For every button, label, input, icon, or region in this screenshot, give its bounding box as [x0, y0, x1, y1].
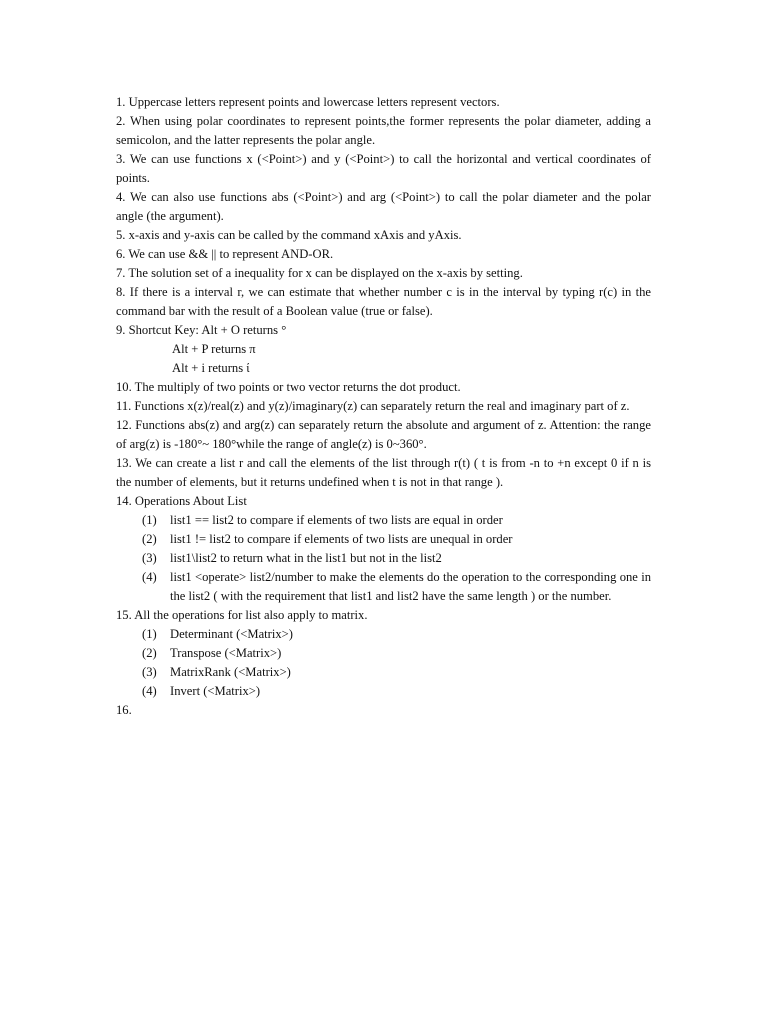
list-item-number: (1) [142, 627, 157, 641]
note-3: 3. We can use functions x (<Point>) and y (<Point>) to call the horizontal and vertical coordinates of points. [116, 152, 651, 185]
list-item [116, 682, 651, 701]
list-item [116, 511, 651, 530]
note-9-shortcut-heading: 9. Shortcut Key: Alt + O returns ° [116, 323, 287, 337]
list-item-text: list1 == list2 to compare if elements of two lists are equal in order [170, 513, 503, 527]
note-14-heading: 14. Operations About List [116, 494, 247, 508]
note-12: 12. Functions abs(z) and arg(z) can separately return the absolute and argument of z. Attention: the range of arg(z) is -180°~ 180°while the range of angle(z) is 0~360°. [116, 418, 651, 451]
list-item-text: list1\list2 to return what in the list1 but not in the list2 [170, 551, 442, 565]
shortcut-alt-i: Alt + i returns ί [172, 361, 250, 375]
list-item [116, 568, 651, 606]
note-13: 13. We can create a list r and call the elements of the list through r(t) ( t is from -n to +n except 0 if n is the number of elements, but it returns undefined when t is not in that range ). [116, 456, 651, 489]
list-item-number: (4) [142, 684, 157, 698]
shortcut-alt-p: Alt + P returns π [172, 342, 256, 356]
list-item-number: (2) [142, 646, 157, 660]
note-5: 5. x-axis and y-axis can be called by the command xAxis and yAxis. [116, 228, 462, 242]
list-item-number: (1) [142, 513, 157, 527]
list-item-text: Determinant (<Matrix>) [170, 627, 293, 641]
note-2: 2. When using polar coordinates to represent points,the former represents the polar diameter, adding a semicolon, and the latter represents the polar angle. [116, 114, 651, 147]
list-item-text: Transpose (<Matrix>) [170, 646, 282, 660]
list-item-number: (2) [142, 532, 157, 546]
list-operations [116, 511, 651, 606]
list-item-text: MatrixRank (<Matrix>) [170, 665, 291, 679]
note-15-heading: 15. All the operations for list also apply to matrix. [116, 608, 368, 622]
list-item [116, 663, 651, 682]
note-6: 6. We can use && || to represent AND-OR. [116, 247, 334, 261]
note-10: 10. The multiply of two points or two vector returns the dot product. [116, 380, 461, 394]
note-16: 16. [116, 703, 132, 717]
note-1: 1. Uppercase letters represent points and lowercase letters represent vectors. [116, 95, 500, 109]
list-item-number: (3) [142, 551, 157, 565]
list-item [116, 549, 651, 568]
list-item [116, 625, 651, 644]
note-4: 4. We can also use functions abs (<Point>) and arg (<Point>) to call the polar diameter and the polar angle (the argument). [116, 190, 651, 223]
note-8: 8. If there is a interval r, we can estimate that whether number c is in the interval by typing r(c) in the command bar with the result of a Boolean value (true or false). [116, 285, 651, 318]
list-item-text: list1 != list2 to compare if elements of two lists are unequal in order [170, 532, 513, 546]
list-item-text: Invert (<Matrix>) [170, 684, 261, 698]
list-item [116, 644, 651, 663]
list-item [116, 530, 651, 549]
list-item-text: list1 <operate> list2/number to make the elements do the operation to the corresponding one in the list2 ( with the requirement that list1 and list2 have the same length ) or the number. [170, 570, 651, 603]
document-page [116, 93, 651, 720]
matrix-operations [116, 625, 651, 701]
note-7: 7. The solution set of a inequality for x can be displayed on the x-axis by setting. [116, 266, 523, 280]
list-item-number: (3) [142, 665, 157, 679]
list-item-number: (4) [142, 570, 157, 584]
note-11: 11. Functions x(z)/real(z) and y(z)/imaginary(z) can separately return the real and imaginary part of z. [116, 399, 630, 413]
